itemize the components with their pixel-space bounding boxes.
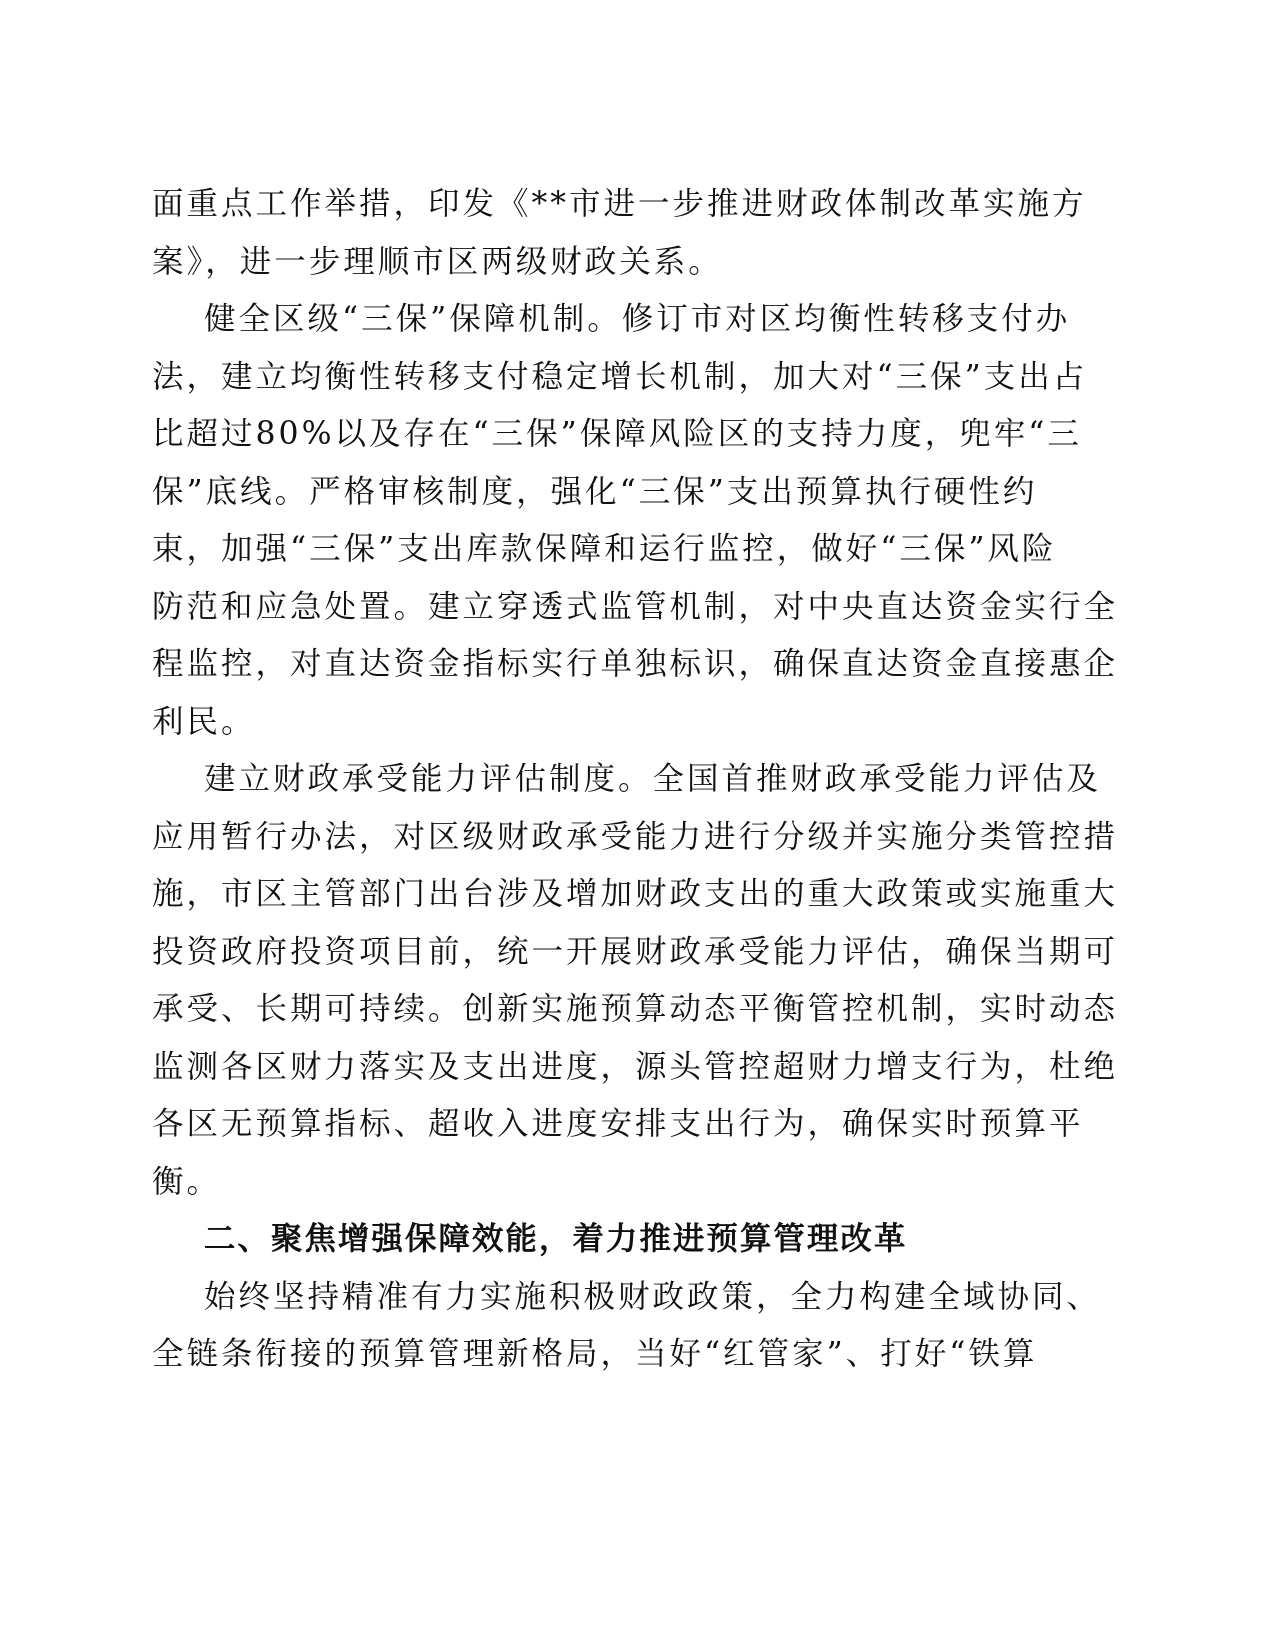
text-line: 保”底线。严格审核制度，强化“三保”支出预算执行硬性约	[152, 473, 1038, 510]
text-line: 始终坚持精准有力实施积极财政政策，全力构建全域协同、	[152, 1278, 1102, 1315]
text-line: 比超过80%以及存在“三保”保障风险区的支持力度，兜牢“三	[152, 416, 1082, 452]
document-body	[152, 176, 1119, 1384]
text-line: 案》，进一步理顺市区两级财政关系。	[152, 243, 723, 280]
text-line: 施，市区主管部门出台涉及增加财政支出的重大政策或实施重大	[152, 876, 1119, 912]
text-line: 防范和应急处置。建立穿透式监管机制，对中央直达资金实行全	[152, 588, 1119, 625]
text-line: 建立财政承受能力评估制度。全国首推财政承受能力评估及	[152, 761, 1102, 797]
text-line: 衡。	[152, 1163, 222, 1200]
text-line: 健全区级“三保”保障机制。修订市对区均衡性转移支付办	[152, 301, 1071, 337]
text-line: 监测各区财力落实及支出进度，源头管控超财力增支行为，杜绝	[152, 1048, 1119, 1085]
text-line: 面重点工作举措，印发《**市进一步推进财政体制改革实施方	[152, 186, 1087, 222]
text-line: 承受、长期可持续。创新实施预算动态平衡管控机制，实时动态	[152, 991, 1119, 1027]
section-heading: 二、聚焦增强保障效能，着力推进预算管理改革	[152, 1221, 908, 1257]
text-line: 投资政府投资项目前，统一开展财政承受能力评估，确保当期可	[152, 933, 1119, 970]
text-line: 应用暂行办法，对区级财政承受能力进行分级并实施分类管控措	[152, 818, 1119, 855]
text-line: 各区无预算指标、超收入进度安排支出行为，确保实时预算平	[152, 1106, 1084, 1142]
text-line: 利民。	[152, 703, 256, 740]
text-line: 全链条衔接的预算管理新格局，当好“红管家”、打好“铁算	[152, 1336, 1038, 1372]
text-line: 法，建立均衡性转移支付稳定增长机制，加大对“三保”支出占	[152, 358, 1088, 395]
text-line: 束，加强“三保”支出库款保障和运行监控，做好“三保”风险	[152, 531, 1057, 567]
text-line: 程监控，对直达资金指标实行单独标识，确保直达资金直接惠企	[152, 646, 1119, 682]
